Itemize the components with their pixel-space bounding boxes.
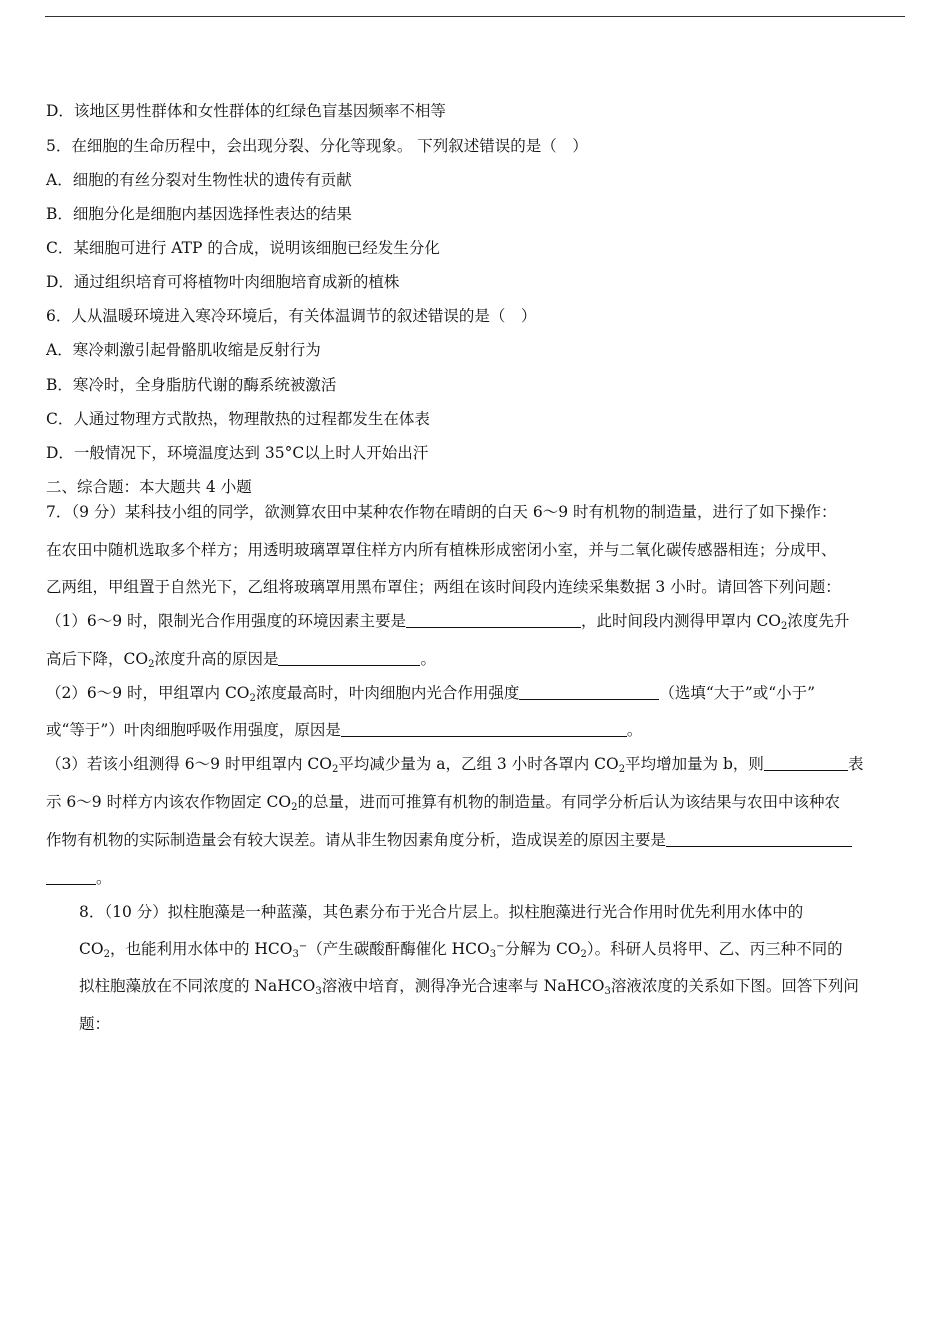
q7-part-3-cont-3 — [46, 868, 910, 888]
subscript: 2 — [580, 949, 587, 960]
q8-line-1: 8．（10 分）拟柱胞藻是一种蓝藻，其色素分布于光合片层上。拟柱胞藻进行光合作用时优先利用水体中的 — [79, 903, 804, 921]
q8-line-3 — [79, 976, 910, 996]
q7-p2-text-d: 或“等于”）叶肉细胞呼吸作用强度，原因是 — [46, 721, 341, 739]
q7-p3-text-c: 平均增加量为 b，则 — [625, 755, 764, 773]
subscript: 2 — [148, 659, 155, 670]
subscript: 2 — [618, 764, 626, 775]
q7-part-1-cont — [46, 649, 910, 669]
q6-option-a: A．寒冷刺激引起骨骼肌收缩是反射行为 — [46, 341, 321, 359]
q8-l2-text-c: （产生碳酸酐酶催化 HCO — [307, 940, 490, 958]
q7-p1-text-a: （1）6～9 时，限制光合作用强度的环境因素主要是 — [46, 612, 407, 630]
q8-l3-text-b: 溶液中培育，测得净光合速率与 NaHCO — [321, 977, 605, 995]
q5-option-d: D．通过组织培育可将植物叶肉细胞培育成新的植株 — [46, 273, 400, 291]
period: 。 — [96, 869, 112, 887]
answer-blank-6a[interactable] — [666, 831, 852, 847]
subscript: 3 — [489, 949, 497, 960]
q7-p3-text-a: （3）若该小组测得 6～9 时甲组罩内 CO — [46, 755, 332, 773]
q5-option-a: A．细胞的有丝分裂对生物性状的遗传有贡献 — [46, 171, 352, 189]
answer-blank-5[interactable] — [764, 755, 848, 771]
answer-blank-2[interactable] — [278, 650, 420, 666]
q7-p2-text-b: 浓度最高时，叶肉细胞内光合作用强度 — [255, 684, 520, 702]
subscript: 3 — [604, 986, 611, 997]
q5-option-b: B．细胞分化是细胞内基因选择性表达的结果 — [46, 205, 352, 223]
q6-option-b: B．寒冷时，全身脂肪代谢的酶系统被激活 — [46, 376, 337, 394]
q7-p3-text-g: 作物有机物的实际制造量会有较大误差。请从非生物因素角度分析，造成误差的原因主要是 — [46, 831, 667, 849]
header-rule — [45, 16, 905, 17]
q8-l2-text-d: 分解为 CO — [504, 940, 581, 958]
q7-p3-text-e: 示 6～9 时样方内该农作物固定 CO — [46, 793, 292, 811]
superscript: − — [298, 941, 308, 952]
q7-p1-text-e: 浓度升高的原因是 — [154, 650, 279, 668]
q7-p3-text-d: 表 — [847, 755, 864, 773]
q7-p1-text-b: ，此时间段内测得甲罩内 CO — [581, 612, 782, 630]
q7-part-2 — [46, 683, 910, 703]
answer-blank-4[interactable] — [341, 721, 627, 737]
superscript: − — [496, 941, 505, 952]
subscript: 2 — [249, 693, 256, 704]
subscript: 3 — [292, 949, 299, 960]
q4-option-d: D．该地区男性群体和女性群体的红绿色盲基因频率不相等 — [46, 102, 446, 120]
q8-line-4: 题： — [79, 1015, 111, 1033]
q7-part-2-cont — [46, 720, 910, 740]
q7-line-3: 乙两组，甲组置于自然光下，乙组将玻璃罩用黑布罩住；两组在该时间段内连续采集数据 3 小时。请回答下列问题： — [46, 578, 841, 596]
q8-l2-text-a: CO — [79, 940, 104, 958]
q6-stem: 6．人从温暖环境进入寒冷环境后，有关体温调节的叙述错误的是（ ） — [46, 307, 537, 325]
q7-p2-text-a: （2）6～9 时，甲组罩内 CO — [46, 684, 250, 702]
section-heading: 二、综合题：本大题共 4 小题 — [46, 478, 252, 496]
q7-p1-text-d: 高后下降，CO — [46, 650, 149, 668]
q7-part-3 — [46, 754, 910, 774]
q7-part-3-cont-2 — [46, 830, 910, 850]
q7-p3-text-f: 的总量，进而可推算有机物的制造量。有同学分析后认为该结果与农田中该种农 — [297, 793, 840, 811]
q7-line-1: 7．（9 分）某科技小组的同学，欲测算农田中某种农作物在晴朗的白天 6～9 时有机物的制造量，进行了如下操作： — [46, 503, 837, 521]
q8-l3-text-c: 溶液浓度的关系如下图。回答下列问 — [610, 977, 859, 995]
answer-blank-1[interactable] — [406, 612, 581, 628]
q8-l3-text-a: 拟柱胞藻放在不同浓度的 NaHCO — [79, 977, 316, 995]
answer-blank-3[interactable] — [519, 684, 659, 700]
q7-line-2: 在农田中随机选取多个样方；用透明玻璃罩罩住样方内所有植株形成密闭小室，并与二氧化碳传感器相连；分成甲、 — [46, 541, 837, 559]
q7-p2-text-c: （选填“大于”或“小于” — [659, 684, 816, 702]
q6-option-d: D．一般情况下，环境温度达到 35°C以上时人开始出汗 — [46, 444, 429, 462]
q8-line-2 — [79, 939, 910, 959]
subscript: 3 — [315, 986, 322, 997]
q8-l2-text-b: ，也能利用水体中的 HCO — [109, 940, 293, 958]
q7-part-3-cont — [46, 792, 910, 812]
q5-option-c: C．某细胞可进行 ATP 的合成，说明该细胞已经发生分化 — [46, 239, 440, 257]
answer-blank-6b[interactable] — [46, 869, 96, 885]
q7-p3-text-b: 平均减少量为 a，乙组 3 小时各罩内 CO — [338, 755, 619, 773]
q6-option-c: C．人通过物理方式散热，物理散热的过程都发生在体表 — [46, 410, 430, 428]
period: 。 — [626, 721, 643, 739]
period: 。 — [420, 650, 436, 668]
subscript: 2 — [291, 802, 298, 813]
q7-part-1 — [46, 611, 910, 631]
subscript: 2 — [103, 949, 110, 960]
subscript: 2 — [781, 621, 788, 632]
q7-p1-text-c: 浓度先升 — [787, 612, 850, 630]
subscript: 2 — [331, 764, 339, 775]
q8-l2-text-e: ）。科研人员将甲、乙、丙三种不同的 — [586, 940, 843, 958]
q5-stem: 5．在细胞的生命历程中，会出现分裂、分化等现象。 下列叙述错误的是（ ） — [46, 137, 588, 155]
